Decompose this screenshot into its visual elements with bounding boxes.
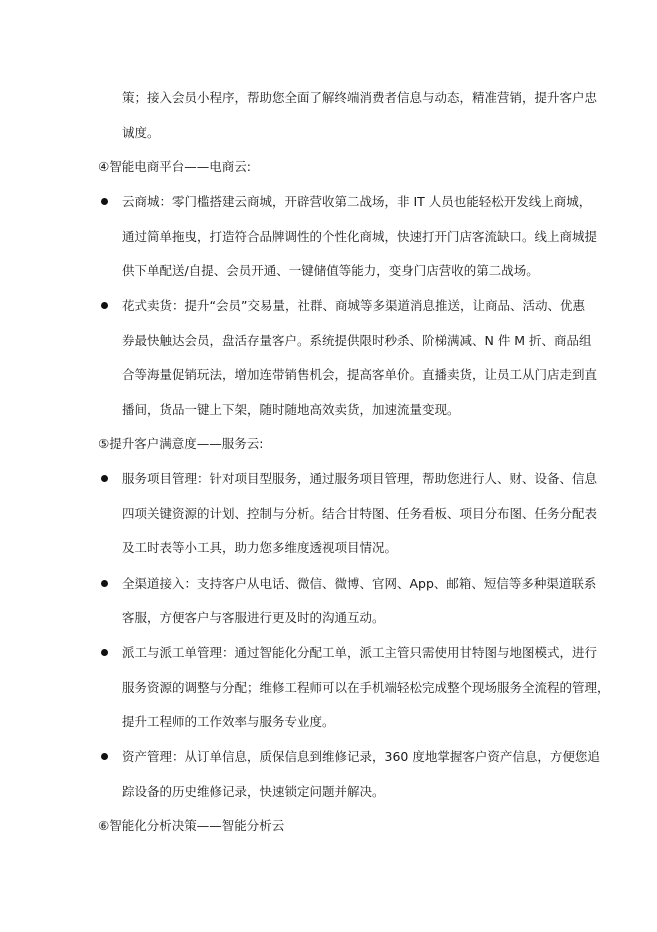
paragraph-line: 四项关键资源的计划、控制与分析。结合甘特图、任务看板、项目分布图、任务分配表: [122, 506, 598, 521]
paragraph-line: 派工与派工单管理：通过智能化分配工单，派工主管只需使用甘特图与地图模式，进行: [122, 645, 598, 660]
intro-line: 诚度。: [122, 125, 160, 140]
paragraph-line: 及工时表等小工具，助力您多维度透视项目情况。: [122, 540, 398, 555]
bullet-icon: [101, 580, 108, 587]
bullet-icon: [101, 753, 108, 760]
paragraph-line: 花式卖货：提升“会员”交易量，社群、商城等多渠道消息推送，让商品、活动、优惠: [122, 298, 585, 313]
section-heading-analytics: ⑥智能化分析决策——智能分析云: [98, 818, 285, 833]
section-heading-service: ⑤提升客户满意度——服务云:: [98, 436, 264, 451]
paragraph-line: 供下单配送/自提、会员开通、一键储值等能力，变身门店营收的第二战场。: [122, 263, 539, 278]
paragraph-line: 资产管理：从订单信息，质保信息到维修记录，360 度地掌握客户资产信息，方便您追: [122, 749, 600, 764]
section-heading-ecommerce: ④智能电商平台——电商云:: [98, 159, 251, 174]
paragraph-line: 云商城：零门槛搭建云商城，开辟营收第二战场，非 IT 人员也能轻松开发线上商城，: [122, 194, 592, 209]
paragraph-line: 播间，货品一键上下架，随时随地高效卖货，加速流量变现。: [122, 402, 460, 417]
bullet-icon: [101, 475, 108, 482]
paragraph-line: 服务项目管理：针对项目型服务，通过服务项目管理，帮助您进行人、财、设备、信息: [122, 471, 598, 486]
paragraph-line: 券最快触达会员，盘活存量客户。系统提供限时秒杀、阶梯满减、N 件 M 折、商品组: [122, 333, 592, 348]
bullet-icon: [101, 649, 108, 656]
paragraph-line: 通过简单拖曳，打造符合品牌调性的个性化商城，快速打开门店客流缺口。线上商城提: [122, 229, 598, 244]
paragraph-line: 提升工程师的工作效率与服务专业度。: [122, 714, 335, 729]
bullet-icon: [101, 198, 108, 205]
intro-line: 策；接入会员小程序，帮助您全面了解终端消费者信息与动态，精准营销，提升客户忠: [122, 90, 598, 105]
bullet-icon: [101, 302, 108, 309]
paragraph-line: 服务资源的调整与分配；维修工程师可以在手机端轻松完成整个现场服务全流程的管理，: [122, 680, 610, 695]
paragraph-line: 全渠道接入：支持客户从电话、微信、微博、官网、App、邮箱、短信等多种渠道联系: [122, 576, 597, 591]
paragraph-line: 合等海量促销玩法，增加连带销售机会，提高客单价。直播卖货，让员工从门店走到直: [122, 367, 598, 382]
paragraph-line: 客服，方便客户与客服进行更及时的沟通互动。: [122, 610, 385, 625]
paragraph-line: 踪设备的历史维修记录，快速锁定问题并解决。: [122, 784, 385, 799]
